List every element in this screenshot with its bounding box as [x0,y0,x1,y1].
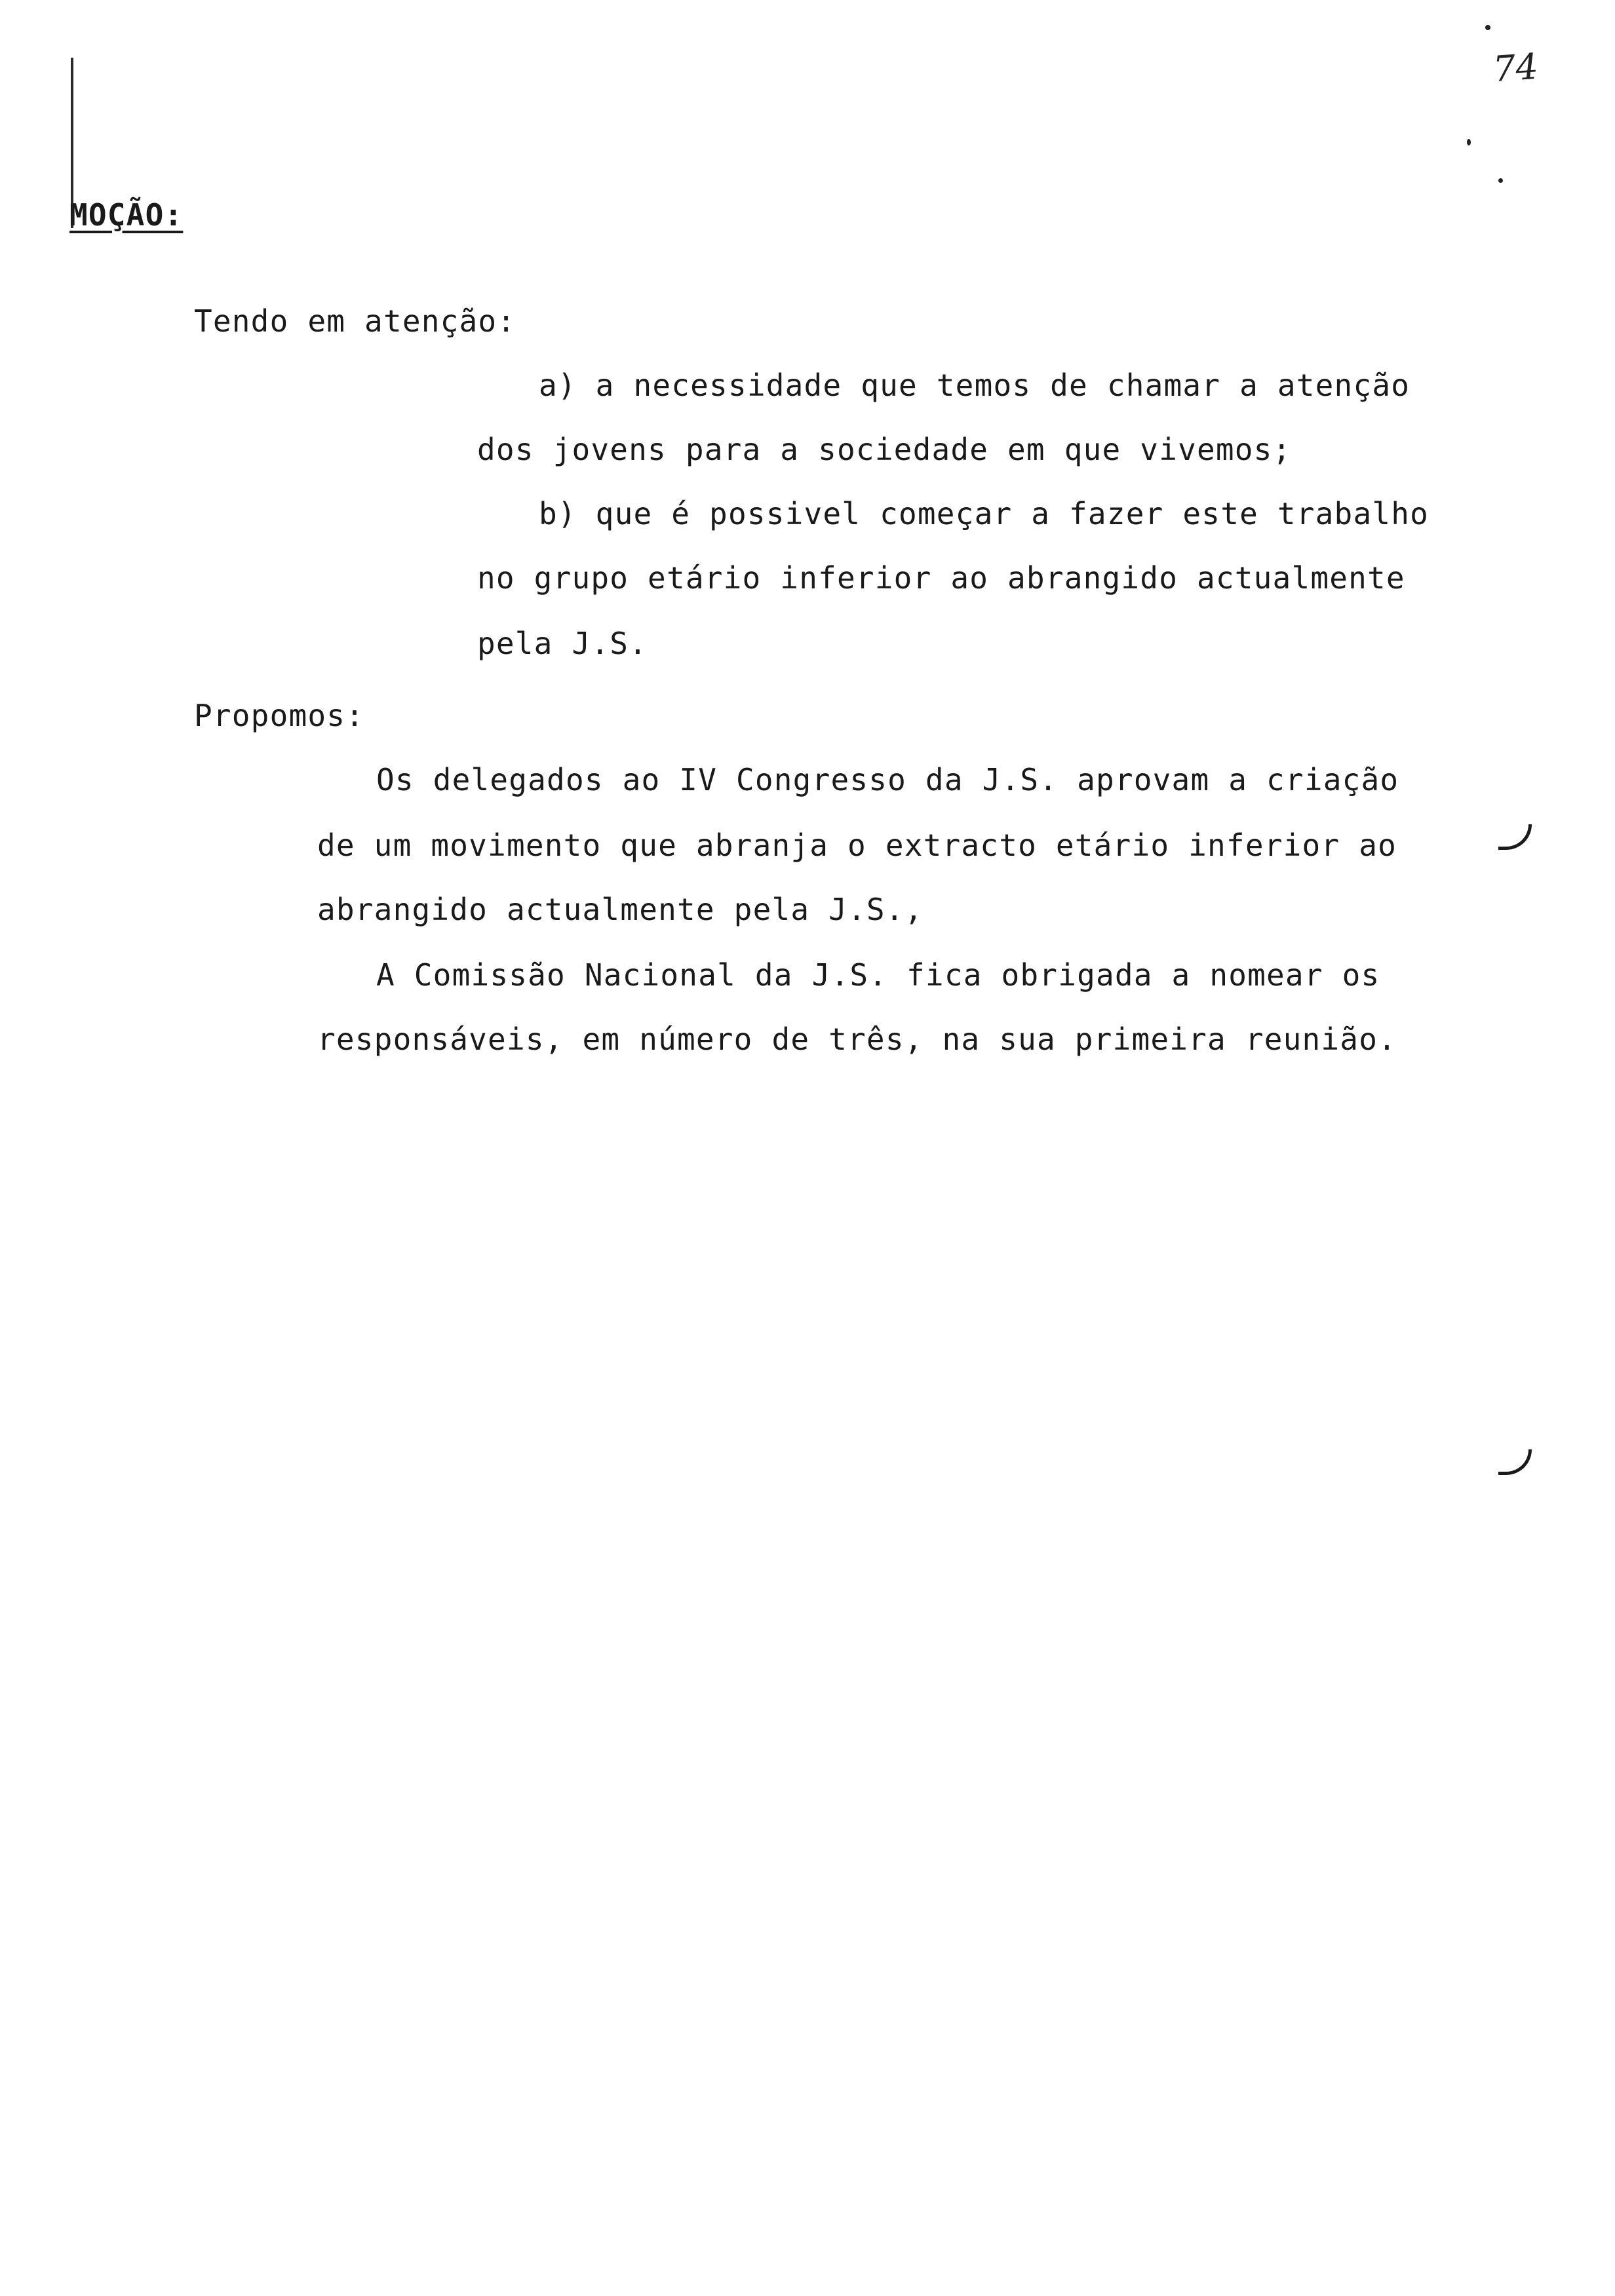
text-line: dos jovens para a sociedade em que vivemos; [477,432,1292,467]
text-line: Tendo em atenção: [194,303,516,339]
page-number: 74 [1491,45,1540,90]
text-line: no grupo etário inferior ao abrangido actualmente [477,560,1405,596]
document-title: MOÇÃO: [69,197,184,233]
ink-speck [1467,139,1471,145]
text-line: A Comissão Nacional da J.S. fica obrigada a nomear os [376,957,1380,993]
text-line: abrangido actualmente pela J.S., [317,892,924,927]
text-line: de um movimento que abranja o extracto etário inferior ao [317,828,1397,863]
check-mark [1498,824,1532,850]
text-line: pela J.S. [477,626,648,661]
text-line: Propomos: [194,698,365,733]
check-mark [1498,1449,1532,1475]
text-line: Os delegados ao IV Congresso da J.S. aprovam a criação [376,762,1399,797]
text-line: b) que é possivel começar a fazer este trabalho [539,496,1430,531]
ink-speck [1485,25,1490,30]
ink-speck [1498,178,1503,183]
text-line: responsáveis, em número de três, na sua primeira reunião. [317,1022,1397,1057]
text-line: a) a necessidade que temos de chamar a atenção [539,368,1411,403]
